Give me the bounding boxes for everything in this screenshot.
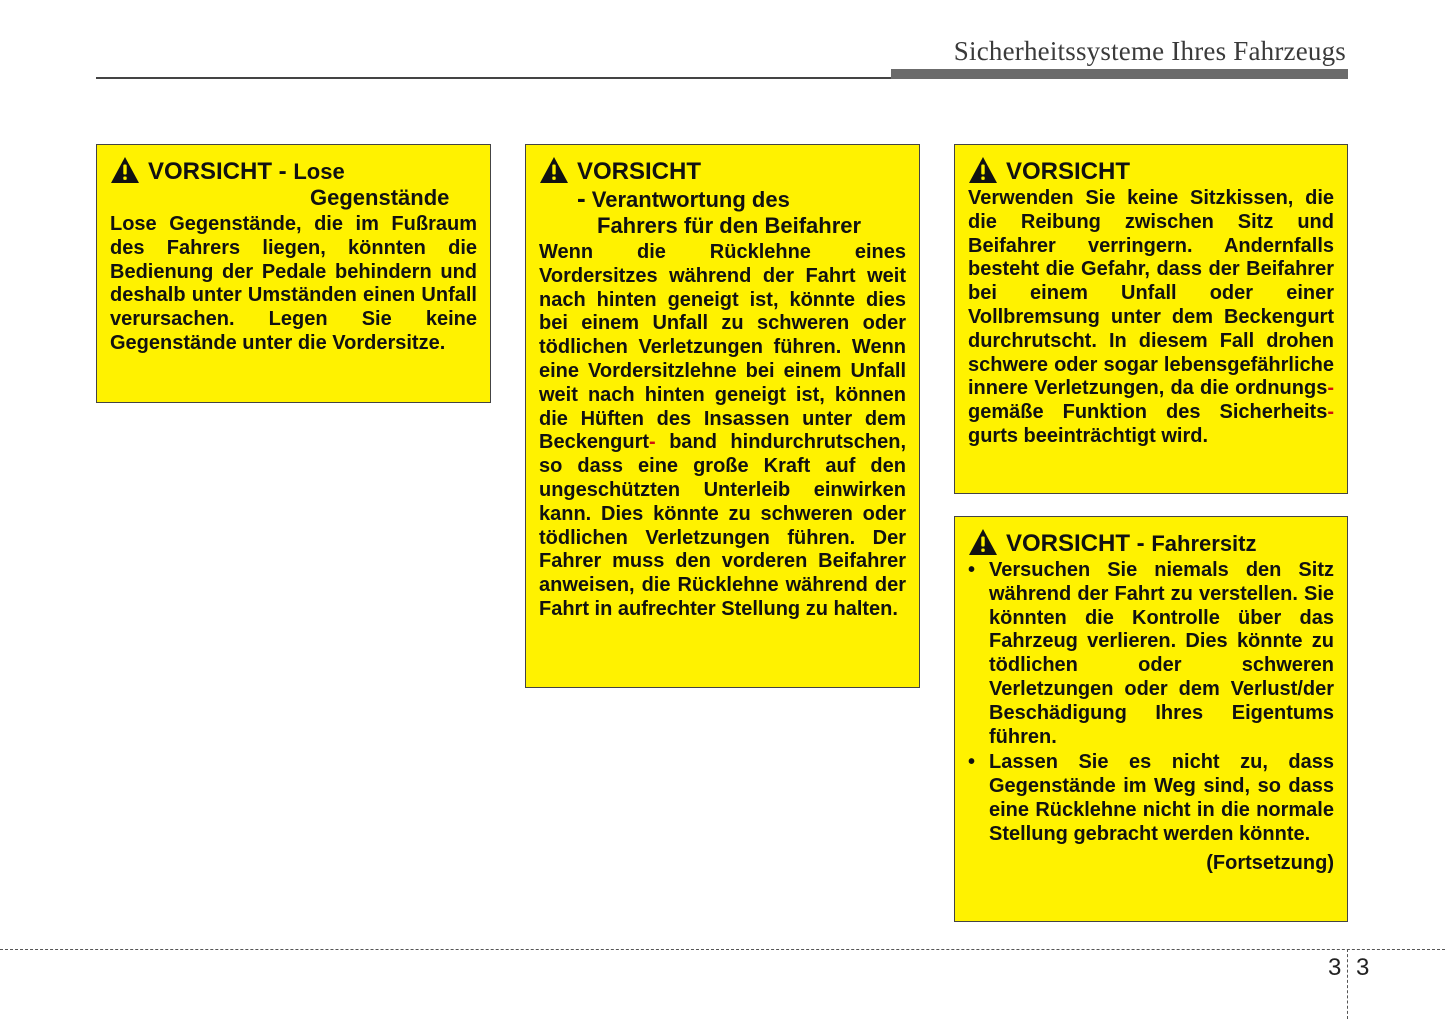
warning-triangle-icon <box>968 156 998 184</box>
caution-box-driver-seat <box>954 516 1348 922</box>
caution-title: VORSICHT - <box>1006 530 1145 557</box>
list-item: • Lassen Sie es nicht zu, dass Gegenstände im Weg sind, so dass eine Rücklehne nicht in die normale Stellung gebracht werden könnte. <box>968 751 1334 845</box>
caution-box-passenger-responsibility <box>525 144 920 688</box>
list-item: • Versuchen Sie niemals den Sitz während der Fahrt zu verstellen. Sie könnten die Kontrolle über das Fahrzeug verlieren. Dies könnte zu tödlichen oder schweren Verletzungen oder dem Verlust/der Beschädigung Ihres Eigentums führen. <box>968 559 1334 748</box>
caution-subtitle: Lose <box>293 159 345 184</box>
caution-body: Wenn die Rücklehne eines Vordersitzes während der Fahrt weit nach hinten geneigt ist, könnte dies bei einem Unfall zu schweren oder tödlichen Verletzungen führen. Wenn eine Vordersitzlehne bei einem Unfall weit nach hinten geneigt ist, können die Hüften des Insassen unter dem Beckengurt- band hindurchrutschen, so dass eine große Kraft auf den ungeschützten Unterleib einwirken kann. Dies könnte zu schweren oder tödlichen Verletzungen führen. Der Fahrer muss den vorderen Beifahrer anweisen, die Rücklehne während der Fahrt in aufrechter Stellung zu halten. <box>539 241 906 620</box>
caution-subtitle: Fahrersitz <box>1151 531 1257 556</box>
header-rule-accent <box>891 69 1348 79</box>
caution-subtitle: - Verantwortung des <box>577 183 790 213</box>
footer-divider <box>0 949 1445 950</box>
page-number: 3 <box>1356 954 1370 981</box>
warning-triangle-icon <box>110 156 140 184</box>
caution-bullet-list <box>968 559 1334 847</box>
warning-triangle-icon <box>539 156 569 184</box>
caution-body: Lose Gegenstände, die im Fußraum des Fahrers liegen, könnten die Bedienung der Pedale behindern und deshalb unter Umständen einen Unfall verursachen. Legen Sie keine Gegenstände unter die Vordersitze. <box>110 213 477 354</box>
caution-heading <box>968 531 1334 557</box>
caution-heading <box>539 159 906 239</box>
caution-body: Verwenden Sie keine Sitzkissen, die die Reibung zwischen Sitz und Beifahrer verringern. Andernfalls besteht die Gefahr, dass der Beifahrer bei einem Unfall oder einer Vollbremsung unter dem Beckengurt durchrutscht. In diesem Fall drohen schwere oder sogar lebensgefährliche innere Verletzungen, da die ordnungs- gemäße Funktion des Sicherheits- gurts beeinträchtigt wird. <box>968 187 1334 447</box>
caution-heading <box>110 159 477 211</box>
caution-subtitle-dash: - <box>577 183 586 213</box>
warning-triangle-icon <box>968 528 998 556</box>
caution-title: VORSICHT <box>577 158 702 185</box>
caution-subtitle-line2: Fahrers für den Beifahrer <box>597 213 862 238</box>
caution-subtitle-line2: Gegenstände <box>310 185 450 210</box>
caution-title: VORSICHT - <box>148 158 287 185</box>
page-header-title: Sicherheitssysteme Ihres Fahrzeugs <box>953 36 1346 66</box>
continued-note: (Fortsetzung) <box>1206 851 1334 874</box>
caution-heading <box>968 159 1334 185</box>
page-number-divider <box>1347 949 1348 1019</box>
caution-box-loose-objects <box>96 144 491 403</box>
header-rule <box>96 77 891 79</box>
page-number-chapter: 3 <box>1328 954 1342 981</box>
caution-box-seat-cushions <box>954 144 1348 494</box>
caution-title: VORSICHT <box>1006 158 1131 185</box>
